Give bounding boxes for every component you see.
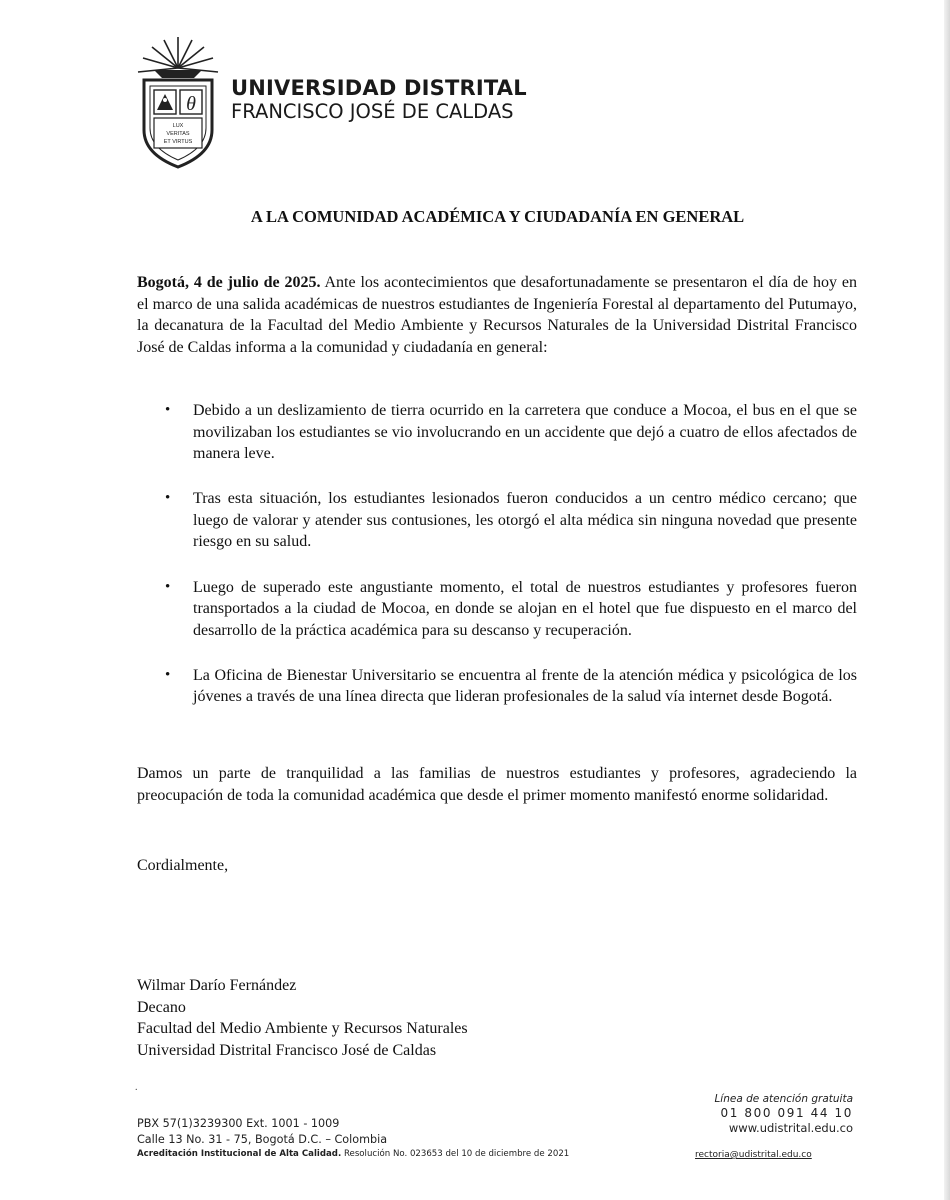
list-item (162, 665, 857, 708)
university-name-line1: UNIVERSIDAD DISTRITAL (231, 76, 527, 100)
crest-motto-2: VERITAS (166, 131, 190, 137)
accreditation-bold: Acreditación Institucional de Alta Calidad. (137, 1149, 342, 1159)
email-link[interactable]: rectoria@udistrital.edu.co (695, 1150, 812, 1160)
signature-block (137, 975, 468, 1061)
university-crest-icon (134, 34, 222, 170)
accreditation-rest: Resolución No. 023653 del 10 de diciembre de 2021 (341, 1149, 570, 1159)
bullet-text: La Oficina de Bienestar Universitario se encuentra al frente de la atención médica y psicológica de los jóvenes a través de una línea directa que lideran profesionales de la salud vía internet desde Bogotá. (193, 666, 857, 706)
footer-accreditation (137, 1148, 569, 1161)
intro-paragraph (137, 272, 857, 358)
stray-mark: . (135, 1082, 138, 1093)
bullet-icon: • (165, 402, 171, 418)
svg-text:θ: θ (186, 93, 196, 115)
list-item (162, 400, 857, 465)
footer-pbx: PBX 57(1)3239300 Ext. 1001 - 1009 (137, 1117, 340, 1130)
website-link[interactable]: www.udistrital.edu.co (728, 1121, 853, 1135)
date-lead: Bogotá, 4 de julio de 2025. (137, 274, 321, 291)
salutation: Cordialmente, (137, 857, 229, 874)
list-item (162, 577, 857, 642)
university-name (231, 76, 527, 124)
footer-address: Calle 13 No. 31 - 75, Bogotá D.C. – Colombia (137, 1132, 388, 1146)
list-item (162, 488, 857, 553)
page-edge-shadow (944, 0, 950, 1200)
bullet-list (162, 400, 857, 732)
bullet-text: Tras esta situación, los estudiantes lesionados fueron conducidos a un centro médico cercano; que luego de valorar y atender sus contusiones, les otorgó el alta médica sin ninguna novedad que presente riesgo en su salud. (193, 490, 857, 551)
intro-text: Ante los acontecimientos que desafortunadamente se presentaron el día de hoy en el marco de una salida académicas de nuestros estudiantes de Ingeniería Forestal al departamento del Putumayo, la decanatura de la Facultad del Medio Ambiente y Recursos Naturales de la Universidad Distrital Francisco José de Caldas informa a la comunidad y ciudadanía en general: (137, 274, 857, 356)
university-name-line2: FRANCISCO JOSÉ DE CALDAS (231, 100, 514, 123)
signer-name: Wilmar Darío Fernández (137, 977, 297, 994)
footer-hotline (693, 1092, 853, 1162)
bullet-icon: • (165, 490, 171, 507)
signer-title: Decano (137, 998, 186, 1016)
bullet-icon: • (165, 578, 171, 595)
bullet-text: Luego de superado este angustiante momento, el total de nuestros estudiantes y profesores fueron transportados a la ciudad de Mocoa, en donde se alojan en el hotel que fue dispuesto en el marco del desarrollo de la práctica académica para su descanso y recuperación. (193, 578, 857, 639)
bullet-text: Debido a un deslizamiento de tierra ocurrido en la carretera que conduce a Mocoa, el bus en el que se movilizaban los estudiantes se vio involucrando en un accidente que dejó a cuatro de ellos afectados de manera leve. (193, 402, 857, 463)
signer-faculty: Facultad del Medio Ambiente y Recursos Naturales (137, 1020, 468, 1038)
footer-contact (137, 1116, 569, 1161)
bullet-icon: • (165, 666, 171, 683)
crest-motto-1: LUX (172, 123, 184, 129)
closing-paragraph: Damos un parte de tranquilidad a las familias de nuestros estudiantes y profesores, agradeciendo la preocupación de toda la comunidad académica que desde el primer momento manifestó enorme solidaridad. (137, 765, 857, 804)
crest-motto-3: ET VIRTUS (163, 139, 193, 145)
signer-university: Universidad Distrital Francisco José de Caldas (137, 1041, 437, 1059)
hotline-number: 01 800 091 44 10 (720, 1106, 853, 1120)
letter-heading: A LA COMUNIDAD ACADÉMICA Y CIUDADANÍA EN GENERAL (250, 207, 745, 226)
hotline-label: Línea de atención gratuita (714, 1093, 853, 1105)
